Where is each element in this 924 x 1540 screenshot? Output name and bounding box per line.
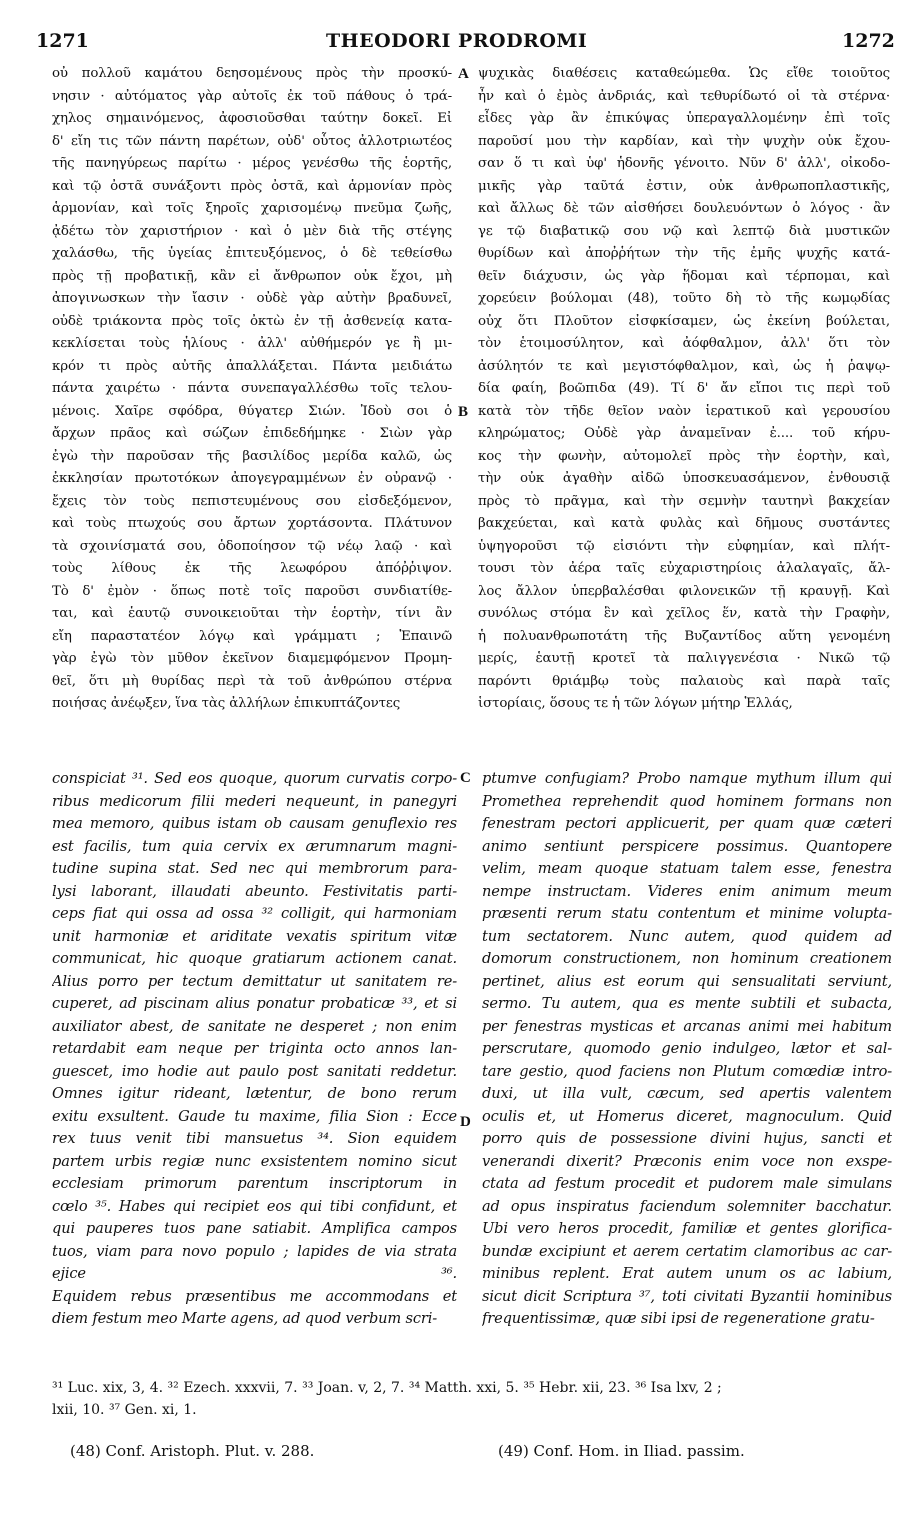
text-line: præsenti rerum statu contentum et minime volupta- xyxy=(482,905,892,922)
text-line: duxi, ut illa vult, cæcum, sed apertis valentem xyxy=(482,1085,892,1102)
latin-column-right xyxy=(482,768,892,1331)
text-line: καὶ τοὺς πτωχούς σου ἄρτων χορτάσοντα. Πλάτυνον xyxy=(52,516,452,531)
text-line: venerandi dixerit? Præconis enim voce non exspe- xyxy=(482,1152,892,1170)
margin-letter-c: C xyxy=(460,770,471,786)
text-line: auxiliator abest, de sanitate ne desperet ; non enim xyxy=(52,1017,457,1035)
text-line: ctata ad festum procedit et pudorem male simulans xyxy=(482,1175,892,1192)
text-line: ἐκκλησίαν πρωτοτόκων ἀπογεγραμμένων ἐν οὐρανῷ · xyxy=(52,471,452,486)
footnote-line-1: ³¹ Luc. xix, 3, 4. ³² Ezech. xxxvii, 7. ³³ Joan. v, 2, 7. ³⁴ Matth. xxi, 5. ³⁵ Hebr. xii, 23. ³⁶ Isa lxv, 2 ; xyxy=(52,1380,722,1396)
text-line: καὶ ἄλλως δὲ τῶν αἰσθήσει δουλευόντων ὁ λόγος · ἂν xyxy=(478,201,890,216)
text-line: θεῖν διάχυσιν, ὡς γὰρ ἥδομαι καὶ τέρπομαι, καὶ xyxy=(478,268,890,284)
text-line: nempe instructam. Videres enim animum meum xyxy=(482,882,892,900)
text-line: ceps fiat qui ossa ad ossa ³² colligit, qui harmoniam xyxy=(52,905,457,922)
text-line: retardabit eam neque per triginta octo annos lan- xyxy=(52,1040,457,1057)
page-number-left: 1271 xyxy=(36,30,89,52)
text-line: ἄρχων πρᾶος καὶ σώζων ἐπιδεδήμηκε · Σιὼν γὰρ xyxy=(52,426,452,441)
text-line: τὸν ἑτοιμοσύλητον, καὶ ἀόφθαλμον, ἀλλ' ὅτι τὸν xyxy=(478,336,890,351)
text-line: frequentissimæ, quæ sibi ipsi de regeneratione gratu- xyxy=(482,1310,875,1327)
margin-letter-b: B xyxy=(458,404,469,420)
text-line: tum sectatorem. Nunc autem, quod quidem ad xyxy=(482,927,892,945)
text-line: χορεύειν βούλομαι (48), τοῦτο δὴ τὸ τῆς κωμῳδίας xyxy=(478,291,890,306)
text-line: ἔχεις τὸν τοὺς πεπιστευμένους σου εἰσδεξόμενον, xyxy=(52,493,452,509)
text-line: σαν ὅ τι καὶ ὑφ' ἡδονῆς γένοιτο. Νῦν δ' ἀλλ', οἰκοδο- xyxy=(478,156,890,171)
text-line: οὐ πολλοῦ καμάτου δεησομένους πρὸς τὴν προσκύ- xyxy=(52,66,452,81)
text-line: λος ἄλλον ὑπερβαλέσθαι φιλονεικῶν τῇ κραυγῇ. Καὶ xyxy=(478,583,890,599)
text-line: χαλάσθω, τῆς ὑγείας ἐπιτευξόμενος, ὁ δὲ τεθείσθω xyxy=(52,246,452,261)
text-line: mea memoro, quibus istam ob causam genuflexio res xyxy=(52,815,457,832)
text-line: ὑψηγοροῦσι τῷ εἰσιόντι τὴν εὐφημίαν, καὶ πλήτ- xyxy=(478,538,890,554)
text-line: Promethea reprehendit quod hominem formans non xyxy=(482,792,892,810)
text-line: fenestram pectori applicuerit, per quam quæ cæteri xyxy=(482,815,892,832)
text-line: per fenestras mysticas et arcanas animi mei habitum xyxy=(482,1017,892,1035)
text-line: θεῖ, ὅτι μὴ θυρίδας περὶ τὰ τοῦ ἀνθρώπου στέρνα xyxy=(52,673,452,689)
text-line: Omnes igitur rideant, lætentur, de bono rerum xyxy=(52,1085,457,1102)
text-line: τῆς πανηγύρεως παρίτω · μέρος γενέσθω τῆς ἑορτῆς, xyxy=(52,156,452,171)
text-line: est facilis, tum quia cervix ex ærumnarum magni- xyxy=(52,837,457,855)
text-line: porro quis de possessione divini hujus, sancti et xyxy=(482,1130,892,1147)
margin-letter-a: A xyxy=(458,66,469,82)
text-line: ἡ πολυανθρωποτάτη τῆς Βυζαντίδος αὕτη γενομένη xyxy=(478,628,890,644)
text-line: cuperet, ad piscinam alius ponatur probaticæ ³³, et si xyxy=(52,995,457,1012)
text-line: tare gestio, quod faciens non Plutum comœdiæ intro- xyxy=(482,1062,892,1080)
text-line: guescet, imo hodie aut paulo post sanitati reddetur. xyxy=(52,1062,457,1080)
text-line: ται, καὶ ἑαυτῷ συνοικειοῦται τὴν ἑορτὴν, τίνι ἂν xyxy=(52,606,452,621)
text-line: perscrutare, quomodo genio indulgeo, lætor et sal- xyxy=(482,1040,892,1057)
text-line: unit harmoniæ et ariditate vexatis spiritum vitæ xyxy=(52,927,457,945)
text-line: minibus replent. Erat autem unum os ac labium, xyxy=(482,1265,892,1282)
text-line: ἀσύλητόν τε καὶ μεγιστόφθαλμον, καὶ, ὡς ἡ ῥαψῳ- xyxy=(478,358,890,374)
text-line: γὰρ ἐγὼ τὸν μῦθον ἐκεῖνον διαμεμφόμενον Προμη- xyxy=(52,651,452,666)
footnote-line-2: lxii, 10. ³⁷ Gen. xi, 1. xyxy=(52,1402,197,1418)
greek-column-left xyxy=(52,63,452,759)
text-line: κεκλίσεται τοὺς ἡλίους · ἀλλ' αὐθήμερόν γε ἢ μι- xyxy=(52,336,452,351)
text-line: οὐδὲ τριάκοντα πρὸς τοῖς ὀκτὼ ἐν τῇ ἀσθενείᾳ κατα- xyxy=(52,313,452,329)
greek-column-right xyxy=(478,63,890,759)
text-line: ad opus inspiratus faciendum solemniter bacchatur. xyxy=(482,1197,892,1215)
text-line: μένοις. Χαῖρε σφόδρα, θύγατερ Σιών. Ἰδοὺ σοι ὁ xyxy=(52,403,452,419)
text-line: velim, meam quoque statuam talem esse, fenestra xyxy=(482,860,892,877)
text-line: τὰ σχοινίσματά σου, ὁδοποίησον τῷ νέῳ λαῷ · καὶ xyxy=(52,538,452,554)
text-line: sermo. Tu autem, qua es mente subtili et subacta, xyxy=(482,995,892,1012)
text-line: tudine supina stat. Sed nec qui membrorum para- xyxy=(52,860,457,877)
text-line: παροῦσί μου τὴν καρδίαν, καὶ τὴν ψυχὴν οὐκ ἔχου- xyxy=(478,133,890,149)
text-line: κληρώματος; Οὐδὲ γὰρ ἀναμεῖναν ἐ.... τοῦ κήρυ- xyxy=(478,426,890,441)
text-line: παρόντι θριάμβῳ τοὺς παλαιοὺς καὶ παρὰ ταῖς xyxy=(478,673,890,689)
text-line: νησιν · αὐτόματος γὰρ αὐτοῖς ἐκ τοῦ πάθους ὁ τρά- xyxy=(52,88,452,104)
text-line: Equidem rebus præsentibus me accommodans et xyxy=(52,1287,457,1305)
text-line: συνόλως στόμα ἓν καὶ χεῖλος ἕν, κατὰ τὴν Γραφὴν, xyxy=(478,606,890,621)
text-line: πρὸς τῇ προβατικῇ, κἂν εἰ ἄνθρωπον οὐκ ἔχοι, μὴ xyxy=(52,268,452,284)
text-line: χηλος σημαινόμενος, ἀφοσιοῦσθαι ταύτην δοκεῖ. Εἰ xyxy=(52,111,452,126)
note-49: (49) Conf. Hom. in Iliad. passim. xyxy=(498,1442,745,1460)
text-line: diem festum meo Marte agens, ad quod verbum scri- xyxy=(52,1310,438,1327)
text-line: ψυχικὰς διαθέσεις καταθεώμεθα. Ὡς εἴθε τοιοῦτος xyxy=(478,66,890,81)
text-line: tuos, viam para novo populo ; lapides de via strata xyxy=(52,1242,457,1260)
text-line: communicat, hic quoque gratiarum actionem canat. xyxy=(52,950,457,967)
text-line: κατὰ τὸν τῆδε θεῖον ναὸν ἱερατικοῦ καὶ γερουσίου xyxy=(478,403,890,419)
text-line: domorum constructionem, non hominum creationem xyxy=(482,950,892,967)
text-line: ejice ³⁶. xyxy=(52,1265,457,1282)
text-line: exitu exsultent. Gaude tu maxime, filia Sion : Ecce xyxy=(52,1107,457,1125)
text-line: καὶ τῷ ὀστᾶ συνάξοντι πρὸς ὀστᾶ, καὶ ἁρμονίαν πρὸς xyxy=(52,178,452,194)
text-line: ποιήσας ἀνέῳξεν, ἵνα τὰς ἀλλήλων ἐπικυπτάζοντες xyxy=(52,696,401,711)
text-line: bundæ excipiunt et aerem certatim clamoribus ac car- xyxy=(482,1242,892,1260)
text-line: γε τῷ διαβατικῷ σου νῷ καὶ λεπτῷ διὰ μυστικῶν xyxy=(478,223,890,239)
margin-letter-d: D xyxy=(460,1114,471,1130)
text-line: conspiciat ³¹. Sed eos quoque, quorum curvatis corpo- xyxy=(52,770,457,787)
text-line: δία φαίη, βοῶπιδα (49). Τί δ' ἄν εἴποι τις περὶ τοῦ xyxy=(478,381,890,396)
latin-column-left xyxy=(52,768,457,1331)
text-line: τὴν οὐκ ἀγαθὴν αἰδῶ ὑποσκευασάμενον, ἐνθουσιᾷ xyxy=(478,471,890,486)
text-line: εἶδες γὰρ ἂν ἐπικύψας ὑπεραγαλλομένην ἐπὶ τοῖς xyxy=(478,111,890,126)
note-48: (48) Conf. Aristoph. Plut. v. 288. xyxy=(70,1442,315,1460)
text-line: εἴη παραστατέον λόγῳ καὶ γράμματι ; Ἐπαινῶ xyxy=(52,628,452,644)
text-line: ἁρμονίαν, καὶ τοῖς ξηροῖς χαρισομένῳ πνεῦμα ζωῆς, xyxy=(52,201,452,216)
text-line: ἀπογινωσκων τὴν ἴασιν · οὐδὲ γὰρ αὐτὴν βραδυνεῖ, xyxy=(52,291,452,306)
text-line: qui pauperes tuos pane satiabit. Amplifica campos xyxy=(52,1220,457,1237)
text-line: partem urbis regiæ nunc exsistentem nomino sicut xyxy=(52,1152,457,1170)
text-line: ᾀδέτω τὸν χαριστήριον · καὶ ὁ μὲν διὰ τῆς στέγης xyxy=(52,223,452,239)
text-line: rex tuus venit tibi mansuetus ³⁴. Sion equidem xyxy=(52,1130,457,1147)
page-header xyxy=(0,30,924,60)
text-line: animo sentiunt perspicere possimus. Quantopere xyxy=(482,837,892,855)
text-line: μερίς, ἑαυτῇ κροτεῖ τὰ παλιγγενέσια · Νικῶ τῷ xyxy=(478,651,890,666)
text-line: ἐγὼ τὴν παροῦσαν τῆς βασιλίδος μερίδα καλῶ, ὡς xyxy=(52,448,452,464)
text-line: κος τὴν φωνὴν, αὐτομολεῖ πρὸς τὴν ἑορτὴν, καὶ, xyxy=(478,448,890,464)
text-line: βακχεύεται, καὶ κατὰ φυλὰς καὶ δῆμους συστάντες xyxy=(478,516,890,531)
text-line: sicut dicit Scriptura ³⁷, toti civitati Byzantii hominibus xyxy=(482,1287,892,1305)
text-line: ecclesiam primorum parentum inscriptorum in xyxy=(52,1175,457,1192)
text-line: τοὺς λίθους ἐκ τῆς λεωφόρου ἀπόῤῥιψον. xyxy=(52,561,452,576)
text-line: ἱστορίαις, ὅσους τε ἡ τῶν λόγων μήτηρ Ἑλλάς, xyxy=(478,696,793,711)
text-line: Τὸ δ' ἐμὸν · ὅπως ποτὲ τοῖς παροῦσι συνδιατίθε- xyxy=(52,583,452,599)
text-line: pertinet, alius est eorum qui sensualitati serviunt, xyxy=(482,972,892,990)
text-line: τουσι τὸν ἀέρα ταῖς εὐχαριστηρίοις ἀλαλαγαῖς, ἄλ- xyxy=(478,561,890,576)
text-line: δ' εἴη τις τῶν πάντη παρέτων, οὐδ' οὗτος ἀλλοτριωτέος xyxy=(52,133,452,149)
running-title: THEODORI PRODROMI xyxy=(326,30,588,52)
text-line: πρὸς τὸ πρᾶγμα, καὶ τὴν σεμνὴν ταυτηνὶ βακχείαν xyxy=(478,493,890,509)
text-line: oculis et, ut Homerus diceret, magnoculum. Quid xyxy=(482,1107,892,1125)
text-line: Ubi vero heros procedit, familiæ et gentes glorifica- xyxy=(482,1220,892,1237)
text-line: ἦν καὶ ὁ ἐμὸς ἀνδριάς, καὶ τεθυρίδωτό οἱ τὰ στέρνα· xyxy=(478,88,890,104)
text-line: κρόν τι πρὸς αὐτῆς ἀπαλλάξεται. Πάντα μειδιάτω xyxy=(52,358,452,374)
text-line: θυρίδων καὶ ἀποῤῥήτων τὴν τῆς ἐμῆς ψυχῆς κατά- xyxy=(478,246,890,261)
text-line: οὐχ ὅτι Πλοῦτον εἰσφκίσαμεν, ὡς ἐκείνη βούλεται, xyxy=(478,313,890,329)
text-line: Alius porro per tectum demittatur ut sanitatem re- xyxy=(52,972,457,990)
text-line: ribus medicorum filii mederi nequeunt, in panegyri xyxy=(52,792,457,810)
text-line: lysi laborant, illaudati abeunto. Festivitatis parti- xyxy=(52,882,457,900)
page-number-right: 1272 xyxy=(842,30,895,52)
text-line: ptumve confugiam? Probo namque mythum illum qui xyxy=(482,770,892,787)
text-line: cœlo ³⁵. Habes qui recipiet eos qui tibi confidunt, et xyxy=(52,1197,457,1215)
text-line: πάντα χαιρέτω · πάντα συνεπαγαλλέσθω τοῖς τελου- xyxy=(52,381,452,396)
text-line: μικῆς γὰρ ταῦτά ἐστιν, οὐκ ἀνθρωποπλαστικῆς, xyxy=(478,178,890,194)
